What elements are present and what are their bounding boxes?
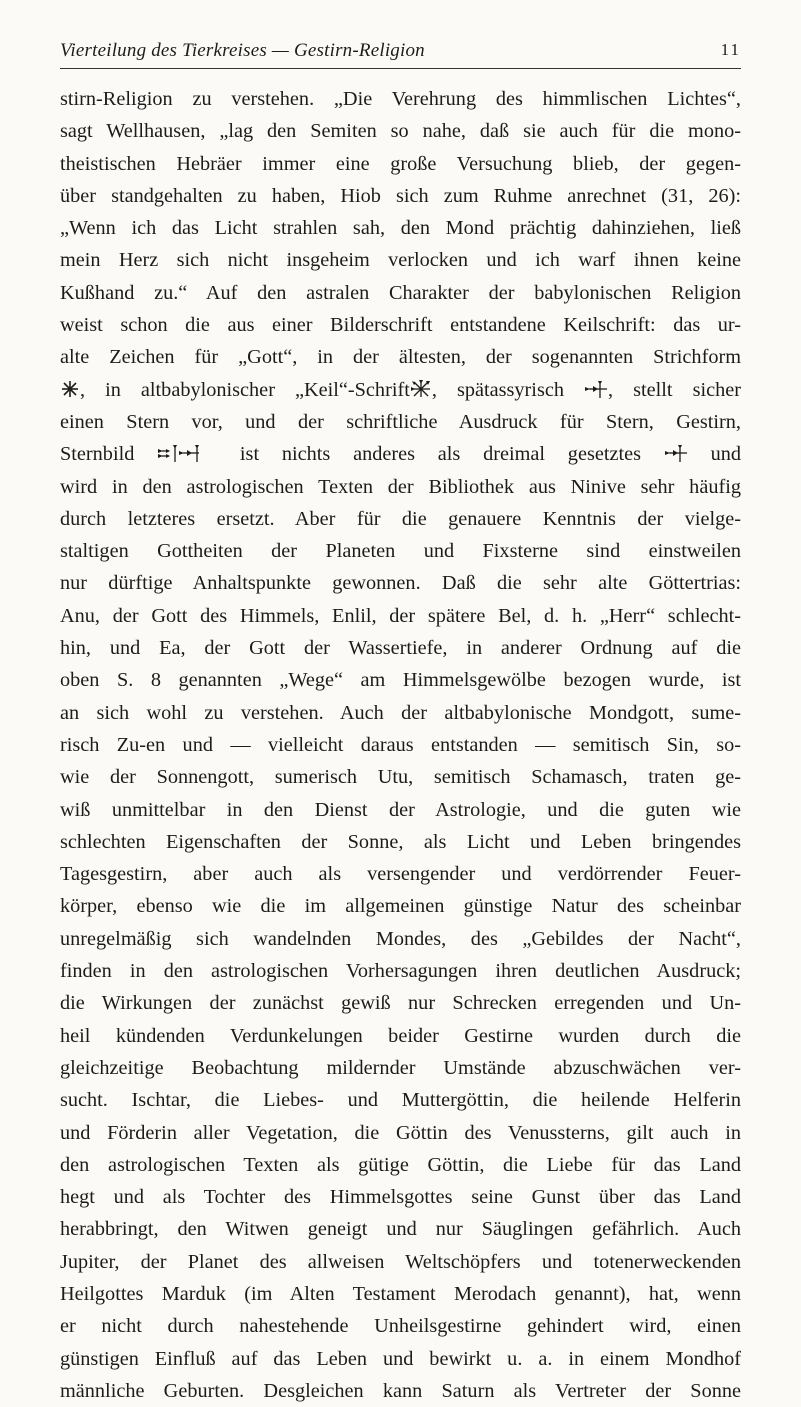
text-line: herabbringt, den Witwen geneigt und nur Säuglingen gefährlich. Auch [60,1218,741,1241]
text-line: die Wirkungen der zunächst gewiß nur Schrecken erregenden und Un- [60,992,741,1015]
text-segment: und [687,443,741,466]
text-line: wiß unmittelbar in den Dienst der Astrologie, und die guten wie [60,798,741,821]
text-line: stirn-Religion zu verstehen. „Die Verehrung des himmlischen Lichtes“, [60,88,741,110]
text-line: Heilgottes Marduk (im Alten Testament Merodach genannt), hat, wenn [60,1282,741,1305]
text-line: sagt Wellhausen, „lag den Semiten so nahe, daß sie auch für die mono- [60,120,741,143]
text-line: weist schon die aus einer Bilderschrift entstandene Keilschrift: das ur- [60,314,741,337]
text-line: über standgehalten zu haben, Hiob sich zum Ruhme anrechnet (31, 26): [60,184,741,207]
text-line: den astrologischen Texten als gütige Göttin, die Liebe für das Land [60,1153,741,1176]
text-line: Anu, der Gott des Himmels, Enlil, der spätere Bel, d. h. „Herr“ schlecht- [60,604,741,627]
text-line: Jupiter, der Planet des allweisen Weltschöpfers und totenerweckenden [60,1250,741,1273]
text-line: gleichzeitige Beobachtung mildernder Umstände abzuschwächen ver- [60,1056,741,1079]
text-line: männliche Geburten. Desgleichen kann Saturn als Vertreter der Sonne [60,1379,741,1402]
text-line: an sich wohl zu verstehen. Auch der altbabylonische Mondgott, sume- [60,701,741,724]
text-line: nur dürftige Anhaltspunkte gewonnen. Daß die sehr alte Göttertrias: [60,572,741,595]
text-segment: ist nichts anderes als dreimal gesetztes [217,443,664,466]
text-line: heil kündenden Verdunkelungen beider Gestirne wurden durch die [60,1024,741,1047]
text-line: theistischen Hebräer immer eine große Versuchung blieb, der gegen- [60,152,741,175]
header-rule [60,68,741,69]
star-linear-icon [60,379,80,399]
text-line-with-cuneiform [60,438,741,470]
page-number: 11 [720,40,741,59]
text-line: körper, ebenso wie die im allgemeinen günstige Natur des scheinbar [60,895,741,918]
star-old-babylonian-cuneiform-icon [410,379,432,399]
text-segment: , spätassyrisch [431,378,585,401]
text-line: wird in den astrologischen Texten der Bibliothek aus Ninive sehr häufig [60,475,741,498]
star-late-assyrian-cuneiform-icon [664,443,688,463]
running-head-title: Vierteilung des Tierkreises — Gestirn-Religion [60,40,425,61]
text-line: „Wenn ich das Licht strahlen sah, den Mond prächtig dahinziehen, ließ [60,217,741,240]
text-line: Kußhand zu.“ Auf den astralen Charakter der babylonischen Religion [60,281,741,304]
text-line: günstigen Einfluß auf das Leben und bewirkt u. a. in einem Mondhof [60,1347,741,1370]
text-line: wie der Sonnengott, sumerisch Utu, semitisch Schamasch, traten ge- [60,766,741,789]
text-line: unregelmäßig sich wandelnden Mondes, des „Gebildes der Nacht“, [60,927,741,950]
text-line: und Förderin aller Vegetation, die Göttin des Venussterns, gilt auch in [60,1121,741,1144]
text-line: alte Zeichen für „Gott“, in der ältesten, der sogenannten Strichform [60,346,741,369]
text-line: Tagesgestirn, aber auch als versengender und verdörrender Feuer- [60,863,741,886]
text-line: staltigen Gottheiten der Planeten und Fixsterne sind einstweilen [60,540,741,563]
text-line: einen Stern vor, und der schriftliche Ausdruck für Stern, Gestirn, [60,410,741,433]
text-segment: Sternbild [60,443,158,466]
text-line: risch Zu-en und — vielleicht daraus entstanden — semitisch Sin, so- [60,733,741,756]
text-segment: , in altbabylonischer „Keil“-Schrift [80,378,410,401]
running-head [60,38,741,64]
text-line: schlechten Eigenschaften der Sonne, als Licht und Leben bringendes [60,830,741,853]
text-line: durch letzteres ersetzt. Aber für die genauere Kenntnis der vielge- [60,507,741,530]
text-segment: , stellt sicher [608,378,741,401]
text-line: finden in den astrologischen Vorhersagungen ihren deutlichen Ausdruck; [60,960,741,983]
star-late-assyrian-cuneiform-icon [584,379,608,399]
text-line: hin, und Ea, der Gott der Wassertiefe, in anderer Ordnung auf die [60,637,741,660]
text-line: mein Herz sich nicht insgeheim verlocken und ich warf ihnen keine [60,249,741,272]
text-line: hegt und als Tochter des Himmelsgottes seine Gunst über das Land [60,1186,741,1209]
constellation-cuneiform-icon [157,443,217,463]
text-line: oben S. 8 genannten „Wege“ am Himmelsgewölbe bezogen wurde, ist [60,669,741,692]
text-line: er nicht durch nahestehende Unheilsgestirne gehindert wird, einen [60,1315,741,1338]
text-line: sucht. Ischtar, die Liebes- und Muttergöttin, die heilende Helferin [60,1089,741,1112]
body-text [60,83,741,1407]
text-line-with-cuneiform [60,374,741,406]
book-page [60,38,741,1407]
